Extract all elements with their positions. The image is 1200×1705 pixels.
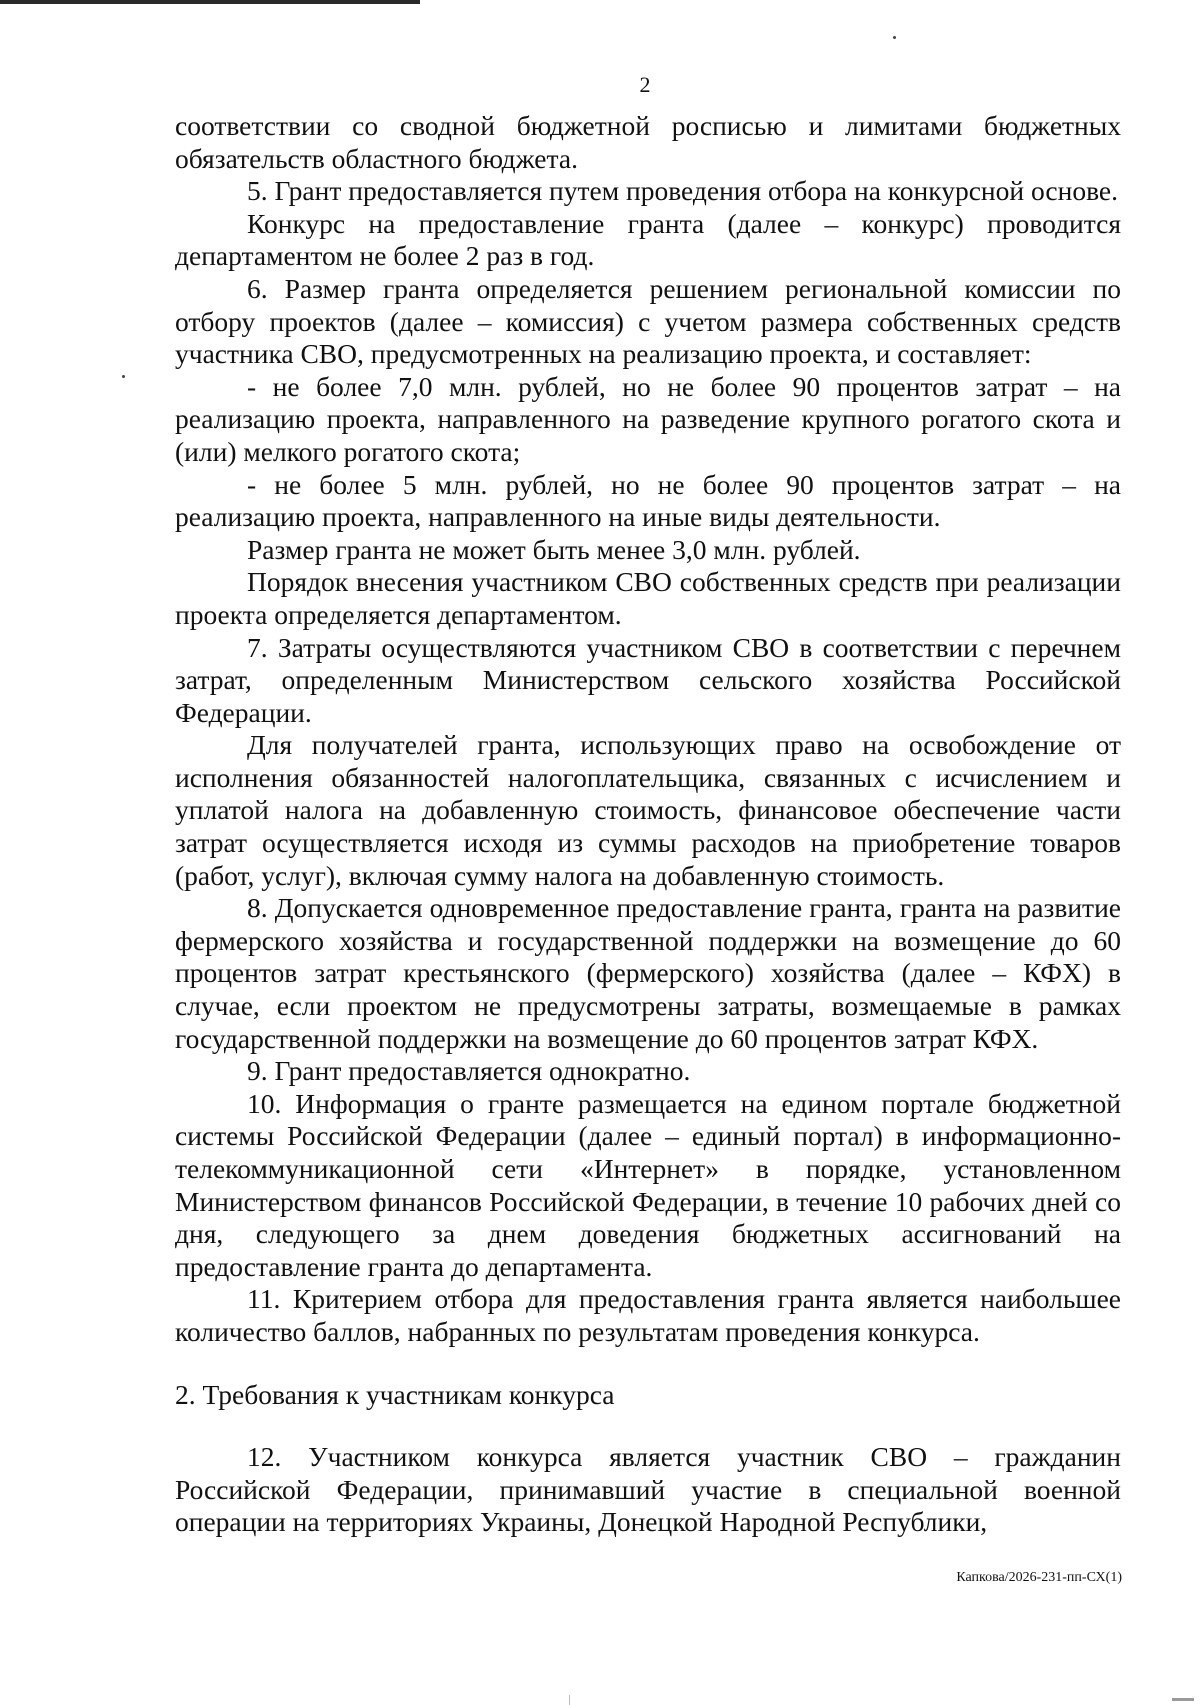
list-item-other: - не более 5 млн. рублей, но не более 90 процентов затрат – на реализацию проекта, направленного на иные виды деятельности. bbox=[175, 468, 1121, 533]
paragraph-contest: Конкурс на предоставление гранта (далее – конкурс) проводится департаментом не более 2 раз в год. bbox=[175, 207, 1121, 272]
paragraph-6: 6. Размер гранта определяется решением региональной комиссии по отбору проектов (далее – комиссия) с учетом размера собственных средств участника СВО, предусмотренных на реализацию проекта, и составляет: bbox=[175, 272, 1121, 370]
document-body bbox=[175, 110, 1121, 1539]
paragraph-own-funds: Порядок внесения участником СВО собственных средств при реализации проекта определяется департаментом. bbox=[175, 566, 1121, 630]
paragraph-min-grant: Размер гранта не может быть менее 3,0 млн. рублей. bbox=[247, 533, 861, 565]
paragraph-7: 7. Затраты осуществляются участником СВО в соответствии с перечнем затрат, определенным Министерством сельского хозяйства Российской Федерации. bbox=[175, 631, 1121, 728]
paragraph-12: 12. Участником конкурса является участник СВО – гражданин Российской Федерации, принимавший участие в специальной военной операции на территориях Украины, Донецкой Народной Республики, bbox=[175, 1441, 1121, 1538]
paragraph-8: 8. Допускается одновременное предоставление гранта, гранта на развитие фермерского хозяйства и государственной поддержки на возмещение до 60 процентов затрат крестьянского (фермерского) хозяйства (далее – КФХ) в случае, если проектом не предусмотрены затраты, возмещаемые в рамках государственной поддержки на возмещение до 60 процентов затрат КФХ. bbox=[175, 892, 1121, 1054]
scan-speck bbox=[122, 375, 125, 378]
paragraph-vat: Для получателей гранта, использующих право на освобождение от исполнения обязанностей налогоплательщика, связанных с исчислением и уплатой налога на добавленную стоимость, финансовое обеспечение части затрат осуществляется исходя из суммы расходов на приобретение товаров (работ, услуг), включая сумму налога на добавленную стоимость. bbox=[175, 729, 1121, 891]
scan-speck bbox=[893, 36, 896, 39]
section-heading: 2. Требования к участникам конкурса bbox=[175, 1378, 615, 1410]
paragraph-9: 9. Грант предоставляется однократно. bbox=[247, 1055, 691, 1087]
paragraph-5: 5. Грант предоставляется путем проведения отбора на конкурсной основе. bbox=[247, 175, 1118, 207]
paragraph-continuation: соответствии со сводной бюджетной росписью и лимитами бюджетных обязательств областного бюджета. bbox=[175, 110, 1121, 174]
scan-mark bbox=[569, 1695, 570, 1705]
scan-mark bbox=[1172, 1698, 1194, 1701]
list-item-cattle: - не более 7,0 млн. рублей, но не более 90 процентов затрат – на реализацию проекта, направленного на разведение крупного рогатого скота и (или) мелкого рогатого скота; bbox=[175, 370, 1121, 467]
document-reference: Капкова/2026-231-пп-СХ(1) bbox=[956, 1570, 1122, 1585]
paragraph-10: 10. Информация о гранте размещается на едином портале бюджетной системы Российской Федерации (далее – единый портал) в информационно-телекоммуникационной сети «Интернет» в порядке, установленном Министерством финансов Российской Федерации, в течение 10 рабочих дней со дня, следующего за днем доведения бюджетных ассигнований на предоставление гранта до департамента. bbox=[175, 1087, 1121, 1282]
page-number: 2 bbox=[639, 72, 651, 97]
paragraph-11: 11. Критерием отбора для предоставления гранта является наибольшее количество баллов, набранных по результатам проведения конкурса. bbox=[175, 1283, 1121, 1347]
scan-edge bbox=[0, 0, 420, 4]
